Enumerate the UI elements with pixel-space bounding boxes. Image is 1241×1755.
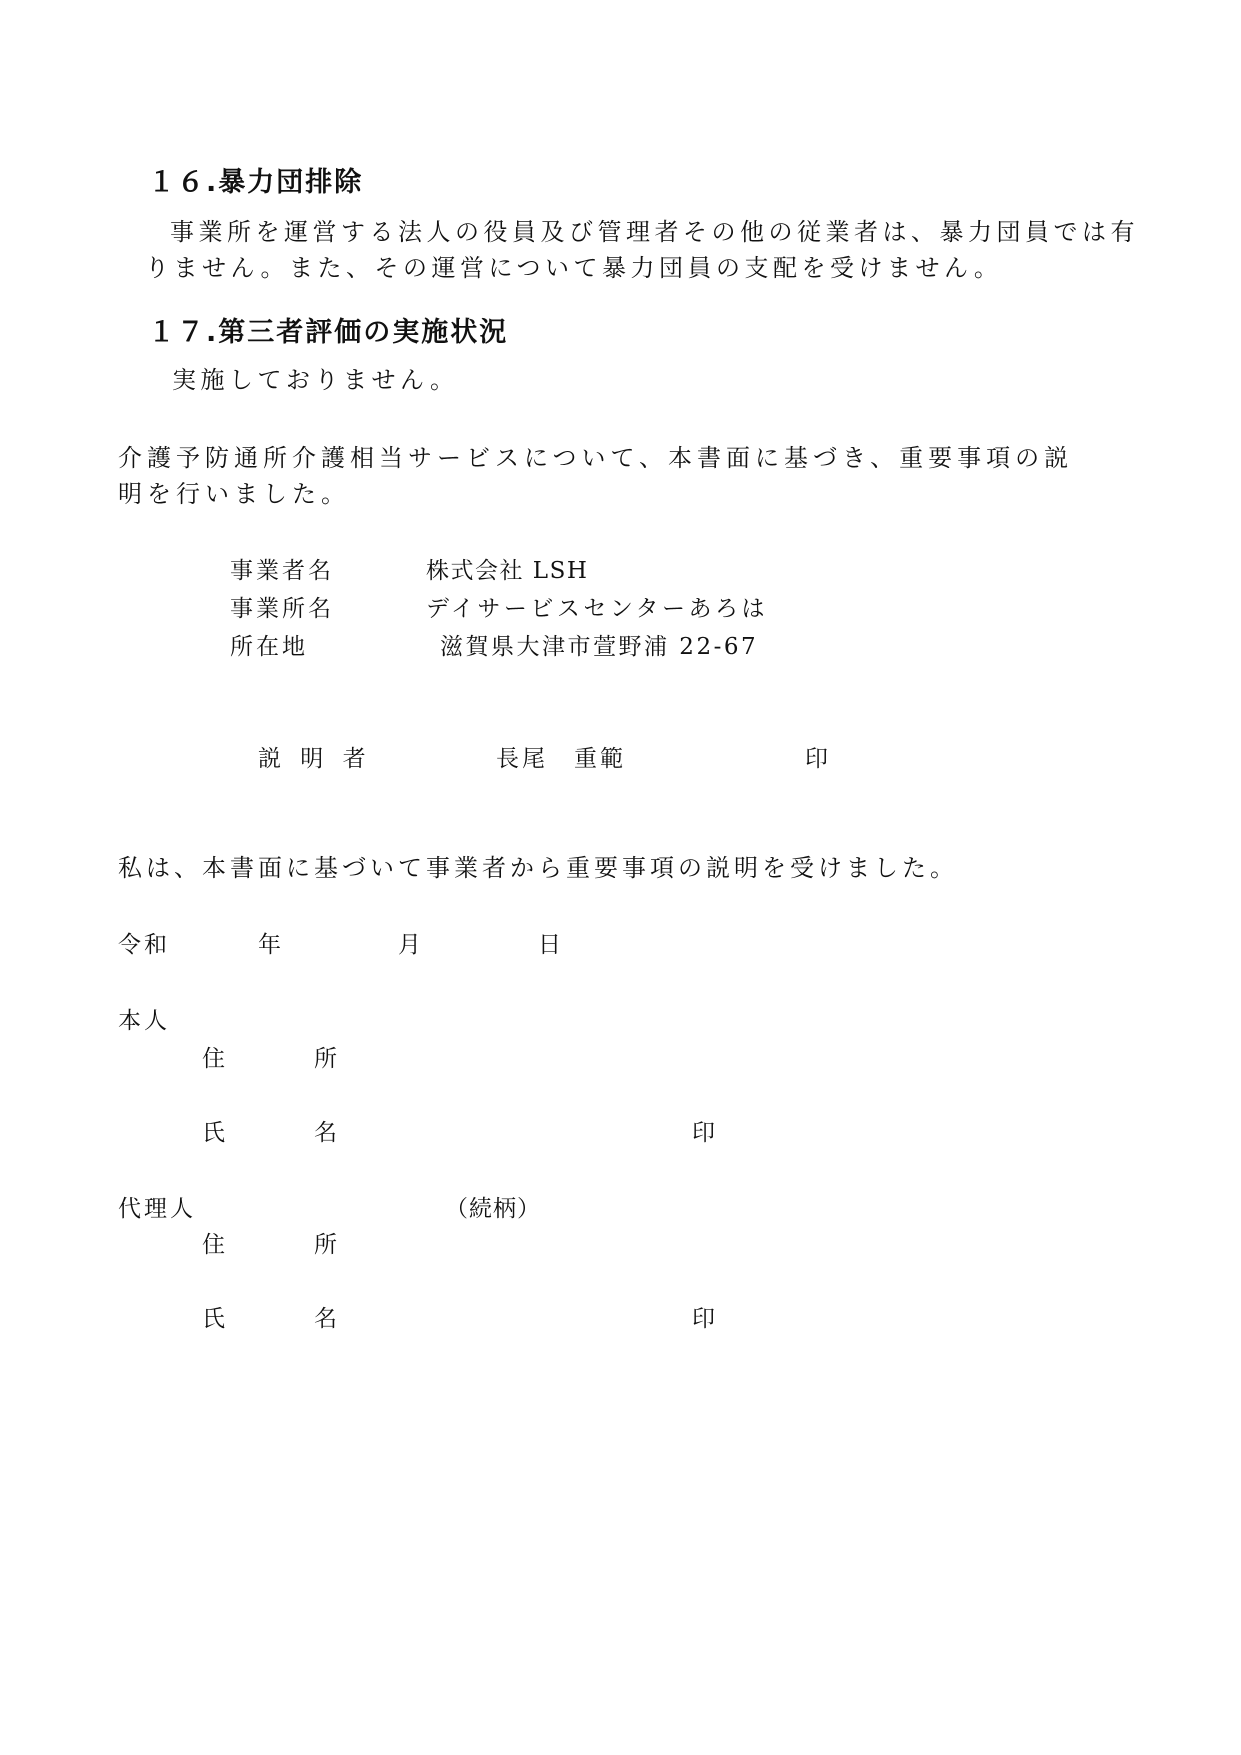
principal-name-label-2: 名 [314, 1120, 340, 1146]
operator-value: 株式会社 LSH [426, 558, 589, 584]
operator-label: 事業者名 [230, 558, 334, 584]
explainer-name: 長尾 重範 [496, 746, 626, 772]
principal-label: 本人 [118, 1008, 170, 1034]
principal-seal: 印 [692, 1120, 718, 1146]
section-17-body: 実施しておりません。 [172, 366, 459, 394]
date-day: 日 [538, 932, 564, 958]
section-16-line-1: 事業所を運営する法人の役員及び管理者その他の従業者は、暴力団員では有 [170, 218, 1139, 246]
acknowledgement-text: 私は、本書面に基づいて事業者から重要事項の説明を受けました。 [118, 854, 958, 882]
address-value: 滋賀県大津市萱野浦 22-67 [440, 634, 759, 660]
office-value: デイサービスセンターあろは [426, 596, 768, 622]
principal-address-label-1: 住 [202, 1046, 228, 1072]
statement-line-2: 明を行いました。 [118, 480, 350, 508]
agent-name-label-2: 名 [314, 1306, 340, 1332]
section-16-heading: １６.暴力団排除 [148, 167, 364, 198]
date-month: 月 [398, 932, 424, 958]
section-17-heading: １７.第三者評価の実施状況 [148, 317, 509, 348]
section-16-line-2: りません。また、その運営について暴力団員の支配を受けません。 [145, 254, 1003, 282]
office-label: 事業所名 [230, 596, 334, 622]
date-era: 令和 [118, 932, 170, 958]
agent-address-label-2: 所 [314, 1232, 340, 1258]
date-year: 年 [258, 932, 284, 958]
agent-relation: （続柄） [445, 1196, 541, 1222]
agent-name-label-1: 氏 [202, 1306, 228, 1332]
statement-line-1: 介護予防通所介護相当サービスについて、本書面に基づき、重要事項の説 [118, 444, 1074, 472]
principal-name-label-1: 氏 [202, 1120, 228, 1146]
explainer-label: 説 明 者 [258, 746, 372, 772]
agent-label: 代理人 [118, 1196, 196, 1222]
explainer-seal: 印 [805, 746, 831, 772]
agent-seal: 印 [692, 1306, 718, 1332]
principal-address-label-2: 所 [314, 1046, 340, 1072]
address-label: 所在地 [230, 634, 308, 660]
agent-address-label-1: 住 [202, 1232, 228, 1258]
